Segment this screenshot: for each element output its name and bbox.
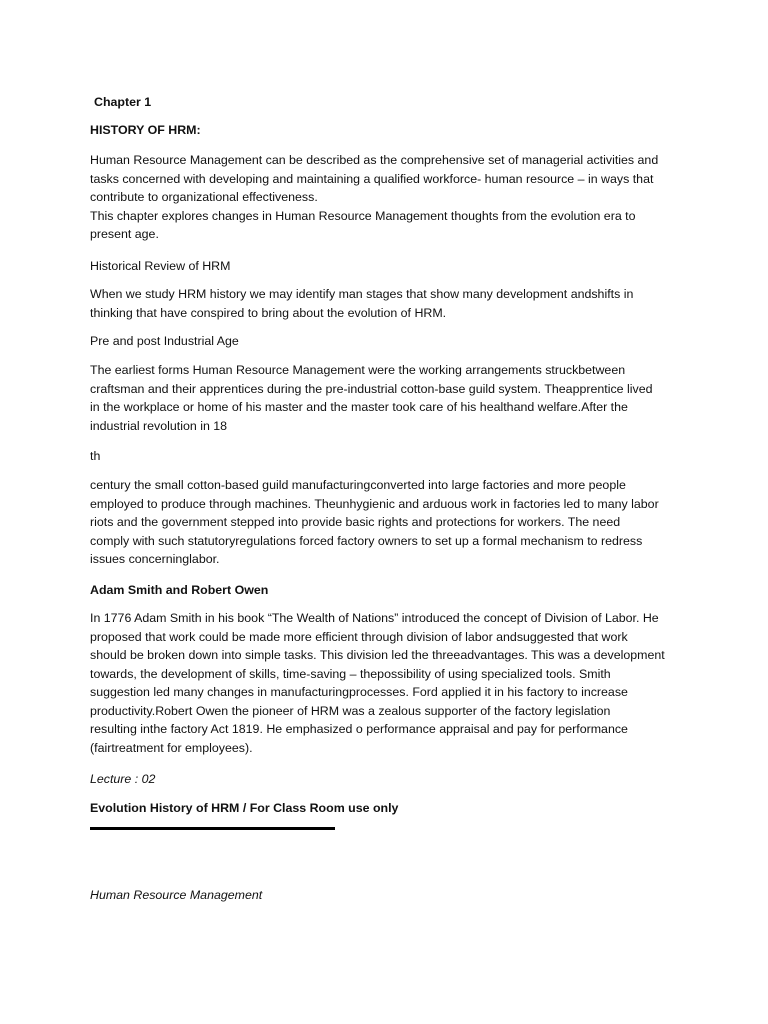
industrial-line: riots and the government stepped into provide basic rights and protections for workers. The need	[90, 515, 621, 529]
footer-subject: Human Resource Management	[90, 888, 263, 902]
industrial-line: The earliest forms Human Resource Management were the working arrangements struckbetween	[90, 363, 626, 377]
intro-line: Human Resource Management can be described as the comprehensive set of managerial activities and	[90, 153, 659, 167]
superscript-th: th	[90, 449, 101, 463]
industrial-line: industrial revolution in 18	[90, 418, 228, 433]
smith-line: proposed that work could be made more efficient through division of labor andsuggested that work	[90, 629, 628, 644]
intro-line: tasks concerned with developing and maintaining a qualified workforce- human resource – in ways that	[90, 171, 654, 186]
review-paragraph	[90, 285, 690, 322]
intro-line: present age.	[90, 227, 159, 241]
chapter-label: Chapter 1	[94, 95, 152, 109]
footer-divider	[90, 827, 335, 830]
industrial-paragraph-b	[90, 476, 690, 569]
industrial-line: craftsman and their apprentices during the pre-industrial cotton-base guild system. Theapprentice lived	[90, 381, 653, 396]
smith-paragraph	[90, 609, 690, 757]
smith-line: suggestion led many changes in manufacturingprocesses. Ford applied it in his factory to increase	[90, 685, 628, 699]
smith-line: In 1776 Adam Smith in his book “The Wealth of Nations” introduced the concept of Division of Labor. He	[90, 611, 659, 625]
review-line: thinking that have conspired to bring about the evolution of HRM.	[90, 305, 447, 320]
review-heading: Historical Review of HRM	[90, 259, 231, 273]
review-line: When we study HRM history we may identify man stages that show many development andshifts in	[90, 287, 634, 301]
footer-title: Evolution History of HRM / For Class Room use only	[90, 801, 399, 815]
smith-line: (fairtreatment for employees).	[90, 740, 253, 755]
smith-heading: Adam Smith and Robert Owen	[90, 583, 269, 597]
industrial-line: issues concerninglabor.	[90, 552, 220, 566]
smith-line: resulting inthe factory Act 1819. He emphasized o performance appraisal and pay for performance	[90, 722, 628, 736]
industrial-line: employed to produce through machines. Theunhygienic and arduous work in factories led to many labor	[90, 496, 659, 511]
page-heading: HISTORY OF HRM:	[90, 123, 201, 137]
industrial-line: century the small cotton-based guild manufacturingconverted into large factories and more people	[90, 478, 626, 492]
intro-paragraph	[90, 151, 690, 244]
intro-line: contribute to organizational effectiveness.	[90, 190, 318, 204]
intro-line: This chapter explores changes in Human Resource Management thoughts from the evolution era to	[90, 208, 636, 223]
industrial-line: in the workplace or home of his master and the master took care of his healthand welfare.After the	[90, 400, 628, 414]
smith-line: towards, the development of skills, time-saving – thepossibility of using specialized tools. Smith	[90, 666, 611, 681]
smith-line: productivity.Robert Owen the pioneer of HRM was a zealous supporter of the factory legislation	[90, 703, 611, 718]
industrial-heading: Pre and post Industrial Age	[90, 334, 239, 348]
lecture-label: Lecture : 02	[90, 772, 156, 786]
industrial-paragraph-a	[90, 361, 690, 435]
industrial-line: comply with such statutoryregulations forced factory owners to set up a formal mechanism to redress	[90, 533, 643, 548]
smith-line: should be broken down into simple tasks. This division led the threeadvantages. This was a development	[90, 648, 665, 662]
